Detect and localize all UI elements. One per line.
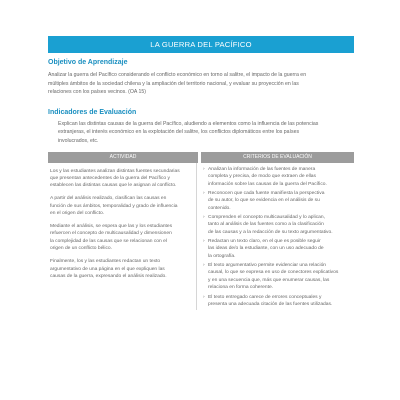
indicators-heading: Indicadores de Evaluación — [48, 108, 137, 116]
activity-line: en el origen del conflicto. — [50, 211, 105, 217]
criteria-line: El texto entregado carece de errores conceptuales y — [208, 294, 322, 300]
activity-line: que presentan antecedentes de la guerra del Pacífico y — [50, 175, 170, 181]
activity-line: Los y las estudiantes analizan distintas fuentes secundarias — [50, 168, 180, 174]
title-banner — [48, 36, 354, 53]
criteria-line: información sobre las causas de la guerra del Pacífico. — [208, 181, 327, 187]
document-page — [48, 36, 354, 310]
activity-line: argumentativo de una página en el que expliquen las — [50, 266, 165, 272]
criteria-line: Redactan un texto claro, en el que es posible seguir — [208, 238, 321, 244]
criteria-line: El texto argumentativo permite evidenciar una relación — [208, 262, 327, 268]
activity-paragraph — [50, 195, 194, 217]
criteria-line: relaciona en forma coherente. — [208, 285, 274, 291]
criteria-item — [203, 190, 354, 213]
header-criteria: CRITERIOS DE EVALUACIÓN — [201, 152, 354, 163]
criteria-line: y en una secuencia que, más que enumerar causas, las — [208, 277, 330, 283]
criteria-line: contenido. — [208, 205, 231, 211]
activity-table — [48, 152, 354, 311]
criteria-line: presenta una adecuada citación de las fuentes utilizadas. — [208, 302, 333, 308]
table-body — [48, 163, 354, 311]
objective-heading: Objetivo de Aprendizaje — [48, 59, 128, 66]
criteria-line: completa y precisa, de modo que extraen de ellas — [208, 174, 316, 180]
criteria-item — [203, 294, 354, 309]
indicators-line: involucrados, etc. — [58, 137, 99, 144]
criteria-line: Comprenden el concepto multicausalidad y lo aplican, — [208, 214, 325, 220]
header-activity: ACTIVIDAD — [48, 152, 198, 163]
criteria-item — [203, 238, 354, 261]
activity-line: causas de la guerra, expresando el análisis realizado. — [50, 273, 167, 279]
indicators-line: extranjeras, el interés económico en la explotación del salitre, los conflictos diplomáticos entre los países — [58, 129, 300, 136]
bullet-marker: › — [203, 166, 205, 172]
criteria-line: la ortografía. — [208, 253, 236, 259]
criteria-line: causal, lo que se expresa en uso de conectores explicativos — [208, 270, 339, 276]
bullet-marker: › — [203, 294, 205, 300]
criteria-line: Reconocen que cada fuente manifiesta la perspectiva — [208, 190, 325, 196]
bullet-marker: › — [203, 262, 205, 268]
activity-line: A partir del análisis realizado, clasifican las causas en — [50, 196, 167, 202]
activity-column — [48, 163, 197, 311]
activity-paragraph — [50, 168, 194, 190]
activity-paragraph — [50, 223, 194, 253]
activity-line: Finalmente, los y las estudiantes redactan un texto — [50, 259, 161, 265]
criteria-line: las ideas de/o la estudiante, con un uso adecuado de — [208, 246, 324, 252]
indicators-text — [58, 120, 354, 146]
objective-line: múltiples ámbitos de la sociedad chilena y la ampliación del territorio nacional, y evaluar su proyección en las — [48, 80, 299, 87]
activity-line: la complejidad de las causas que se relacionan con el — [50, 238, 167, 244]
criteria-line: tanto al análisis de las fuentes como a la clasificación — [208, 222, 324, 228]
bullet-marker: › — [203, 214, 205, 220]
activity-line: origen de un conflicto bélico. — [50, 246, 112, 252]
objective-text — [48, 71, 354, 97]
criteria-item — [203, 166, 354, 189]
banner-title: LA GUERRA DEL PACÍFICO — [150, 40, 252, 49]
objective-line: Analizar la guerra del Pacífico considerando el conflicto económico en torno al salitre, el impacto de la guerra en — [48, 72, 307, 78]
activity-line: Mediante el análisis, se espera que las y los estudiantes — [50, 224, 173, 229]
criteria-line: de las causas y a la redacción de su texto argumentativo. — [208, 229, 333, 235]
indicators-line: Explican las distintas causas de la guerra del Pacífico, aludiendo a elementos como la influencia de las potencias — [58, 120, 319, 127]
activity-line: función de sus ámbitos, temporalidad y grado de influencia — [50, 203, 178, 209]
criteria-column — [200, 163, 354, 311]
table-header — [48, 152, 354, 163]
objective-line: relaciones con los países vecinos. (OA 15) — [48, 89, 147, 96]
activity-line: establecen las distintas causas que le asignan al conflicto. — [50, 183, 177, 189]
bullet-marker: › — [203, 238, 205, 244]
bullet-marker: › — [203, 190, 205, 196]
criteria-line: de su autor, lo que se evidencia en el análisis de su — [208, 198, 320, 204]
criteria-line: Analizan la información de las fuentes de manera — [208, 166, 316, 172]
criteria-item — [203, 214, 354, 237]
criteria-item — [203, 262, 354, 292]
activity-paragraph — [50, 258, 194, 280]
activity-line: refuercen el concepto de multicausalidad y dimensionen — [50, 231, 172, 237]
